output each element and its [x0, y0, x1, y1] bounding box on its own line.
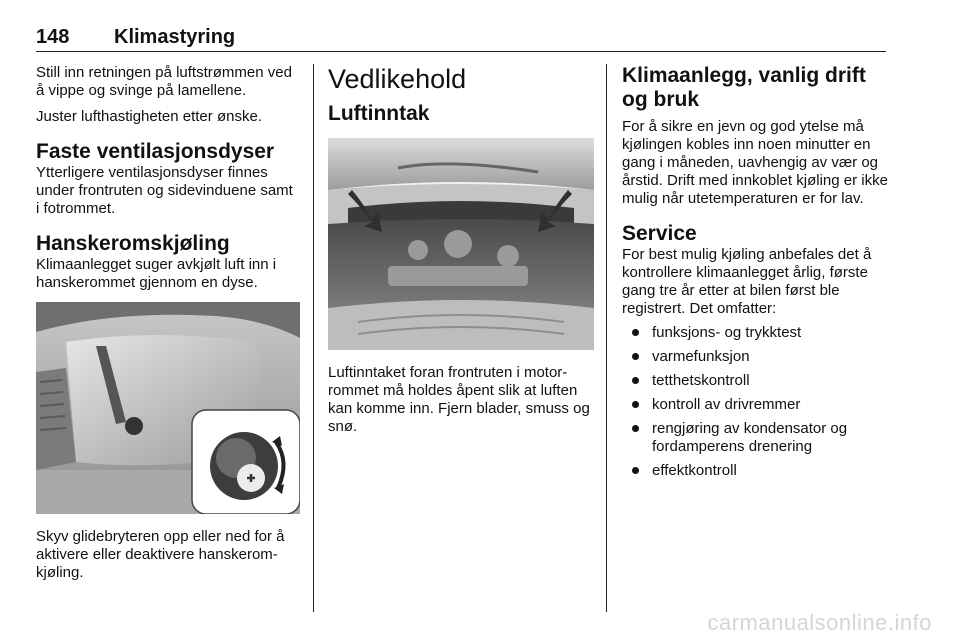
bullet-icon	[632, 467, 639, 474]
list-item-text: varmefunksjon	[652, 348, 750, 365]
bullet-icon	[632, 377, 639, 384]
list-item-text: funksjons- og trykktest	[652, 324, 802, 341]
paragraph-service: For best mulig kjøling anbefales det å kontrollere klimaanlegget årlig, første gang tre år etter at bilen først ble registrert. Det omfatter:	[622, 246, 872, 317]
heading-service: Service	[622, 222, 697, 245]
bullet-icon	[632, 425, 639, 432]
glovebox-illustration	[36, 302, 300, 514]
bullet-icon	[632, 329, 639, 336]
heading-klimaanlegg-drift: Klimaanlegg, vanlig drift og bruk	[622, 64, 866, 111]
service-checklist	[622, 324, 892, 480]
list-item	[622, 348, 892, 366]
paragraph-klimaanlegg-drift: For å sikre en jevn og god ytelse må kjølingen kobles inn noen minutter en gang i måneden, uavhengig av vær og årstid. Drift med innkoblet kjøling er ikke mulig når utetemperaturen er for lav.	[622, 118, 888, 207]
watermark: carmanualsonline.info	[707, 610, 932, 635]
list-item	[622, 324, 892, 342]
list-item	[622, 396, 892, 414]
air-intake-illustration	[328, 138, 594, 350]
page-header	[36, 26, 886, 52]
column-divider-1	[313, 64, 314, 612]
column-divider-2	[606, 64, 607, 612]
column-1	[36, 64, 300, 582]
bullet-icon	[632, 401, 639, 408]
page-title: Klimastyring	[114, 26, 236, 48]
list-item-text: effektkontroll	[652, 462, 737, 479]
column-2	[328, 64, 594, 436]
list-item-text: tetthetskontroll	[652, 372, 750, 389]
heading-faste-ventilasjonsdyser: Faste ventilasjonsdyser	[36, 140, 275, 163]
list-item	[622, 420, 892, 456]
paragraph-hanskeromskjoling: Klimaanlegget suger avkjølt luft inn i hanskerommet gjennom en dyse.	[36, 256, 277, 291]
list-item	[622, 372, 892, 390]
paragraph-faste-ventilasjonsdyser: Ytterligere ventilasjonsdyser finnes under frontruten og sidevinduene samt i fotrommet.	[36, 164, 293, 217]
caption-air-intake: Luftinntaket foran frontruten i motor-rommet må holdes åpent slik at luften kan komme inn. Fjern blader, smuss og snø.	[328, 364, 590, 435]
page-number: 148	[36, 26, 70, 48]
list-item	[622, 462, 892, 480]
list-item-text: rengjøring av kondensator og fordamperens drenering	[652, 420, 848, 455]
intro-paragraph-1: Still inn retningen på luftstrømmen ved å vippe og svinge på lamellene.	[36, 64, 292, 99]
column-3	[622, 64, 892, 486]
caption-glovebox: Skyv glidebryteren opp eller ned for å aktivere eller deaktivere hanskerom-kjøling.	[36, 528, 285, 581]
heading-luftinntak: Luftinntak	[328, 102, 430, 125]
bullet-icon	[632, 353, 639, 360]
heading-vedlikehold: Vedlikehold	[328, 64, 467, 94]
list-item-text: kontroll av drivremmer	[652, 396, 801, 413]
intro-paragraph-2: Juster lufthastigheten etter ønske.	[36, 108, 262, 125]
heading-hanskeromskjoling: Hanskeromskjøling	[36, 232, 230, 255]
